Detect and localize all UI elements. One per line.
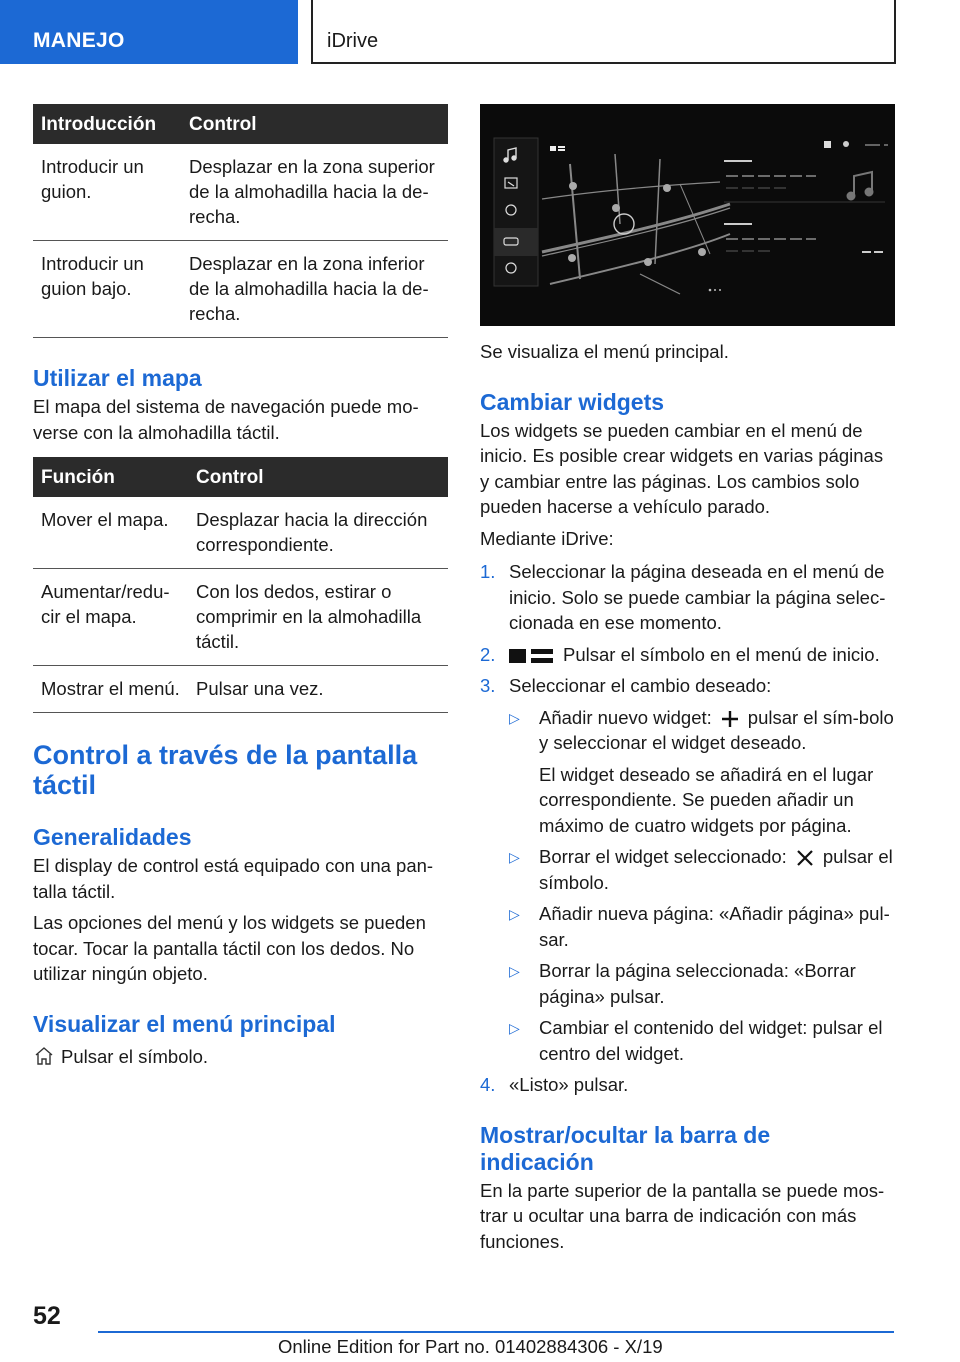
- sub-item-content: [539, 844, 895, 895]
- general-paragraph-2: Las opciones del menú y los widgets se pueden tocar. Tocar la pantalla táctil con los dedos. No utilizar ningún objeto.: [33, 912, 426, 984]
- screenshot-caption: Se visualiza el menú principal.: [480, 341, 729, 362]
- step-number: 3.: [480, 675, 496, 696]
- table-cell: Pulsar una vez.: [188, 666, 448, 713]
- header-section-tab: [0, 0, 298, 64]
- sub-list-item: [509, 1015, 895, 1066]
- home-icon: [33, 1045, 55, 1067]
- table-cell: Introducir un guion.: [33, 144, 181, 241]
- sub-item-content: [539, 705, 895, 839]
- table-cell: Mover el mapa.: [33, 497, 188, 569]
- dash-input-table: [33, 104, 448, 338]
- close-icon: [795, 848, 815, 868]
- list-item: [480, 1072, 895, 1098]
- main-menu-text: Pulsar el símbolo.: [61, 1045, 209, 1067]
- plus-icon: [720, 709, 740, 729]
- table-header-cell: Introducción: [33, 104, 181, 144]
- table-cell: Desplazar hacia la dirección correspondiente.: [188, 497, 448, 569]
- subsection-title-main-menu: Visualizar el menú principal: [33, 1010, 336, 1037]
- sub-item-text: Añadir nuevo widget:: [539, 706, 712, 728]
- sub-item-text: Cambiar el contenido del widget: pulsar el centro del widget.: [539, 1017, 883, 1064]
- sub-item-text: Borrar el widget seleccionado:: [539, 846, 787, 867]
- idrive-main-menu-screenshot: [480, 104, 895, 326]
- sub-list-item: [509, 844, 895, 895]
- table-row: [33, 241, 448, 338]
- triangle-bullet-icon: ▷: [509, 906, 520, 922]
- triangle-bullet-icon: ▷: [509, 849, 520, 865]
- list-item: [480, 642, 895, 668]
- list-item: [480, 559, 895, 636]
- footer-edition: Online Edition for Part no. 01402884306 - X/19: [278, 1336, 663, 1357]
- page-number: 52: [33, 1302, 61, 1330]
- widgets-intro: Los widgets se pueden cambiar en el menú de inicio. Es posible crear widgets en varias páginas y cambiar entre las páginas. Los cambios solo pueden hacerse a vehículo parado.: [480, 419, 884, 517]
- table-row: [33, 666, 448, 713]
- screen-map: [542, 154, 730, 294]
- step-number: 4.: [480, 1074, 496, 1095]
- step-number: 2.: [480, 643, 496, 665]
- header-section-label: MANEJO: [33, 29, 125, 52]
- footer-divider: [98, 1331, 894, 1333]
- sub-item-text: pulsar el símbolo.: [539, 846, 893, 893]
- sub-list-item: [509, 705, 895, 839]
- widget-edit-icon: [509, 648, 553, 664]
- sub-item-text: Añadir nueva página: «Añadir página» pul-sar.: [539, 903, 890, 950]
- subsection-title-general: Generalidades: [33, 824, 192, 850]
- table-cell: Mostrar el menú.: [33, 666, 188, 713]
- screen-widget-edit-icon: [550, 146, 565, 151]
- right-column: [480, 104, 895, 1254]
- triangle-bullet-icon: ▷: [509, 1020, 520, 1036]
- table-cell: Desplazar en la zona superior de la almohadilla hacia la de-recha.: [181, 144, 448, 241]
- table-row: [33, 569, 448, 666]
- status-bar-text: En la parte superior de la pantalla se puede mos-trar u ocultar una barra de indicación con más funciones.: [480, 1179, 885, 1252]
- widgets-via: Mediante iDrive:: [480, 527, 614, 549]
- main-menu-instruction: [33, 1044, 448, 1069]
- table-header-cell: Control: [181, 104, 448, 144]
- table-cell: Introducir un guion bajo.: [33, 241, 181, 338]
- header-chapter-label: iDrive: [327, 30, 379, 52]
- header-chapter-tab: [311, 0, 896, 64]
- table-cell: Aumentar/redu-cir el mapa.: [33, 569, 188, 666]
- table-header-cell: Control: [188, 457, 448, 497]
- sub-item-text: Borrar la página seleccionada: «Borrar página» pulsar.: [539, 960, 856, 1007]
- left-column: [33, 104, 448, 1069]
- sub-item-note: El widget deseado se añadirá en el lugar correspondiente. Se pueden añadir un máximo de cuatro widgets por página.: [539, 763, 874, 836]
- screen-note-icon: [848, 172, 873, 200]
- step-content: [509, 642, 895, 668]
- table-cell: Con los dedos, estirar o comprimir en la almohadilla táctil.: [188, 569, 448, 666]
- step-text: «Listo» pulsar.: [509, 1074, 629, 1095]
- section-title-status-bar: Mostrar/ocultar la barra de indicación: [480, 1121, 771, 1175]
- general-paragraph-1: El display de control está equipado con una pan-talla táctil.: [33, 855, 434, 902]
- table-row: [33, 144, 448, 241]
- list-item: [480, 673, 895, 699]
- step-text: Seleccionar la página deseada en el menú de inicio. Solo se puede cambiar la página selec-cionada en ese momento.: [509, 561, 886, 633]
- sub-item-text: pulsar el sím-bolo y seleccionar el widget deseado.: [539, 706, 894, 753]
- table-header-row: [33, 104, 448, 144]
- sub-list-item: [509, 901, 895, 952]
- map-description: El mapa del sistema de navegación puede mo-verse con la almohadilla táctil.: [33, 396, 419, 443]
- table-header-row: [33, 457, 448, 497]
- step-number: 1.: [480, 561, 496, 582]
- section-title-map: Utilizar el mapa: [33, 365, 202, 391]
- step-text: Pulsar el símbolo en el menú de inicio.: [563, 643, 880, 665]
- map-control-table: [33, 457, 448, 713]
- table-row: [33, 497, 448, 569]
- table-cell: Desplazar en la zona inferior de la almohadilla hacia la de-recha.: [181, 241, 448, 338]
- section-title-touch: Control a través de la pantalla táctil: [33, 740, 418, 800]
- triangle-bullet-icon: ▷: [509, 709, 520, 726]
- section-title-widgets: Cambiar widgets: [480, 388, 665, 415]
- triangle-bullet-icon: ▷: [509, 963, 520, 979]
- sub-list-item: [509, 958, 895, 1009]
- step-text: Seleccionar el cambio deseado:: [509, 675, 772, 696]
- table-header-cell: Función: [33, 457, 188, 497]
